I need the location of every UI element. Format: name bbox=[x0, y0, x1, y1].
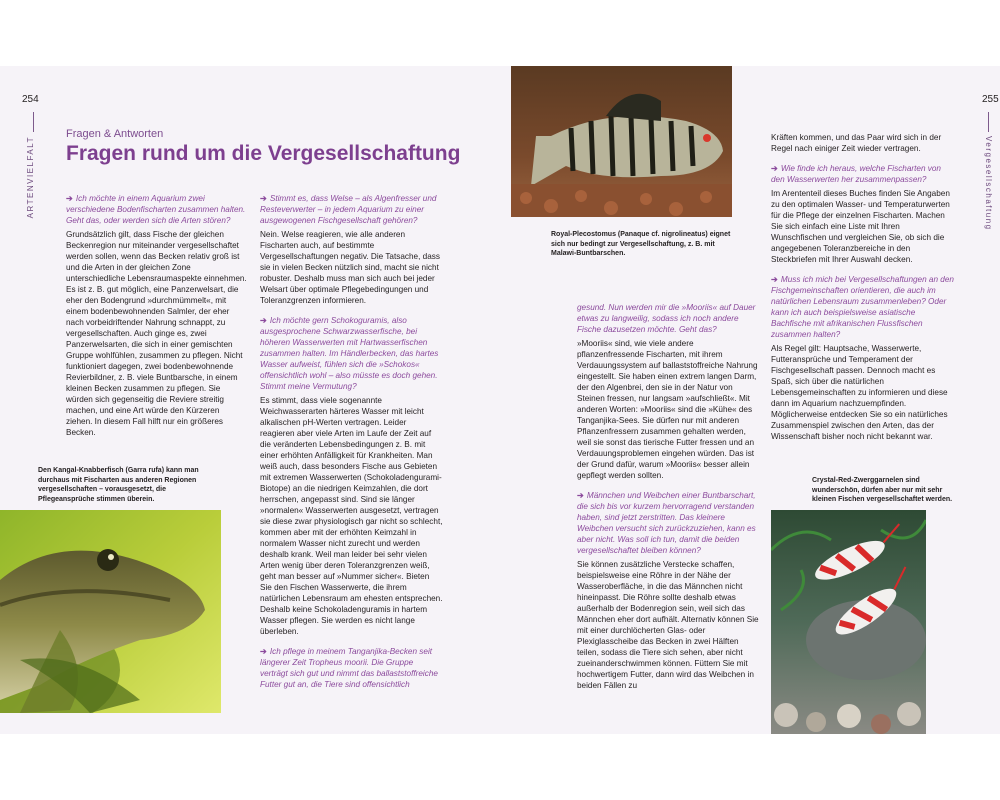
section-rule-right bbox=[988, 112, 989, 132]
arrow-icon: ➔ bbox=[260, 194, 267, 203]
answer-schokoguramis: Es stimmt, dass viele sogenannte Weichwasserarten härteres Wasser mit leicht alkalischen pH-Werten vertragen. Leider reagieren aber viele Arten im Laufe der Zeit auf die veränderten Lebensbedingungen z. B. mit einer erhöhten Anfälligkeit für Krankheiten. Man weiß auch, dass besonders Fische aus Gebieten mit extremen Wasserwerten (Schokoladengurami-Biotope) an die niedrigen Keimzahlen, die dort herrschen, angepasst sind. Sind sie länger »normalen« Wasserwerten ausgesetzt, vertragen sie diese zwar physiologisch gar nicht so schlecht, kommen aber mit der erhöhten Keimzahl in normalem Wasser nicht zurecht und werden deshalb krank. Weil man leider bei sehr vielen Arten wenig über deren Toleranzgrenzen weiß, geht man besser auf »Nummer sicher«. Bieten Sie den Fischen Wasserwerte, die ihrem natürlichen Lebensraum am ehesten entsprechen. Deshalb keine Schokoladenguramis in hartem Wasser pflegen. Sie werden es nicht lange überleben. bbox=[260, 396, 443, 636]
section-label-right: Vergesellschaftung bbox=[984, 136, 993, 231]
page-number-left: 254 bbox=[22, 94, 39, 105]
page-number-right: 255 bbox=[982, 94, 999, 105]
photo-crystal-red-shrimp bbox=[771, 510, 926, 734]
section-rule-left bbox=[33, 112, 34, 132]
answer-welse: Nein. Welse reagieren, wie alle anderen Fischarten auch, auf bestimmte Vergesellschaftungen negativ. Die Tatsache, dass sie in vielen Becken nützlich sind, macht sie nicht robuster. Deshalb muss man sich auch bei jeder Welsart über optimale Pflegebedingungen und Toleranzgrenzen informieren. bbox=[260, 230, 440, 305]
question-1: ➔ Ich möchte in einem Aquarium zwei verschiedene Bodenfischarten zusammen halten. Geht das, oder werden sich die Arten stören? bbox=[66, 194, 246, 225]
question-tropheus-cont: gesund. Nun werden mir die »Mooriis« auf Dauer etwas zu langweilig, sodass ich noch andere Fische dazusetzen möchte. Geht das? bbox=[577, 303, 756, 334]
question-schokoguramis: ➔ Ich möchte gern Schokoguramis, also ausgesprochene Schwarzwasserfische, bei höheren Wasserwerten mit Hartwasserfischen zusammen halten. Im Händlerbecken, das hartes Wasser aufweist, fühlen sich die »Schokos« offensichtlich wohl – also müsste es doch gehen. Stimmt meine Vermutung? bbox=[260, 316, 439, 391]
section-label-left: ARTENVIELFALT bbox=[26, 136, 35, 219]
kicker: Fragen & Antworten bbox=[66, 128, 164, 140]
column-1 bbox=[66, 193, 248, 447]
arrow-icon: ➔ bbox=[771, 164, 778, 173]
answer-fischgemeinschaften: Als Regel gilt: Hauptsache, Wasserwerte, Futteransprüche und Temperament der Fischgesellschaft passen. Dennoch macht es Spaß, sich über die natürlichen Lebensgemeinschaften zu informieren und diese dann im Aquarium nachzuempfinden. Möglicherweise entdecken Sie so ein natürliches Zusammenspiel zwischen den Arten, das der Wissenschaft bisher noch nicht bekannt war. bbox=[771, 344, 948, 441]
arrow-icon: ➔ bbox=[771, 275, 778, 284]
photo-garra-rufa bbox=[0, 510, 221, 713]
arrow-icon: ➔ bbox=[577, 491, 584, 500]
answer-mooriis: »Mooriis« sind, wie viele andere pflanzenfressende Fischarten, mit ihrem Verdauungssystem auf ballaststoffreiche Nahrung eingestellt. Sie haben einen extrem langen Darm, der den Algenbrei, den sie in der Natur von Steinen fressen, nur langsam »aufschließt«. Mit anderen Worten: »Mooriis« sind die »Kühe« des Tanganjika-Sees. Sie dürfen nur mit anderen Pflanzenfressern zusammen gehalten werden, weil sie sonst das tierische Futter fressen und an Verdauungsproblemen eingehen würden. Das ist der Grund dafür, warum »Mooriis« besser allein gepflegt werden sollten. bbox=[577, 339, 758, 480]
question-fischgemeinschaften: ➔ Muss ich mich bei Vergesellschaftungen an den Fischgemeinschaften orientieren, die auch im natürlichen Lebensraum zusammenleben? Oder kann ich auch beispielsweise asiatische Bachfische mit afrikanischen Flussfischen zusammen halten? bbox=[771, 275, 954, 339]
photo-royal-pleco bbox=[511, 66, 732, 217]
column-4 bbox=[771, 132, 955, 451]
question-welse: ➔ Stimmt es, dass Welse – als Algenfresser und Resteverwerter – in jedem Aquarium zu einer ausgewogenen Fischgesellschaft gehören? bbox=[260, 194, 437, 225]
question-buntbarsch: ➔ Männchen und Weibchen einer Buntbarschart, die sich bis vor kurzem hervorragend verstanden haben, sind jetzt zerstritten. Das kleinere Weibchen versucht sich zurückzuziehen, kann es aber nicht. Was soll ich tun, damit die beiden vergesellschaftet bleiben können? bbox=[577, 491, 756, 555]
arrow-icon: ➔ bbox=[260, 647, 267, 656]
column-2 bbox=[260, 193, 443, 693]
answer-1: Grundsätzlich gilt, dass Fische der gleichen Beckenregion nur miteinander vergesellschaftet werden sollen, wenn das Becken relativ groß ist und die Arten in der gleichen Zone unterschiedliche Lebensraumaspekte einnehmen. Es ist z. B. gut möglich, eine Panzerwelsart, die eher den Bodengrund »durchmümmelt«, mit einem bodenbewohnenden Salmler, der eher nach vorbeidriftender Nahrung schnappt, zu vergesellschaften. Auch ginge es, zwei Panzerwelsarten, die sich in einer gemischten Gruppe wohlfühlen, zusammen zu pflegen. Nicht funktioniert dagegen, zwei bodenbewohnende Revierbildner, z. B. viele Buntbarsche, in einem kleinen Becken zusammen zu pflegen. Sie würden sich gegenseitig die Reviere streitig machen, und eine Art würde den Kürzeren ziehen. In diesem Fall hilft nur ein größeres Becken. bbox=[66, 230, 247, 437]
question-tropheus: ➔ Ich pflege in meinem Tanganjika-Becken seit längerer Zeit Tropheus moorii. Die Gruppe verträgt sich gut und nimmt das ballaststoffreiche Futter gut an, die Tiere sind offensichtlich bbox=[260, 647, 438, 689]
caption-shrimp: Crystal-Red-Zwerggarnelen sind wunderschön, dürfen aber nur mit sehr kleinen Fischen vergesellschaftet werden. bbox=[812, 477, 953, 503]
answer-buntbarsch: Sie können zusätzliche Verstecke schaffen, beispielsweise eine Röhre in der Nähe der Wasseroberfläche, in die das Männchen nicht hineinpasst. Die Röhre sollte deshalb etwas außerhalb der Bodenregion sein, weil sich das Männchen eher dort aufhält. Alternativ können Sie mit einer durchlöcherten Glas- oder Plexiglasscheibe das Becken in zwei Hälften teilen, sodass die Tiere sich sehen, aber nicht zueinanderschwimmen können. Füttern Sie mit hochwertigem Futter, dann wird das Weibchen in beiden Fällen zu bbox=[577, 560, 759, 690]
arrow-icon: ➔ bbox=[66, 194, 73, 203]
answer-wasserwerte: Im Arententeil dieses Buches finden Sie Angaben zu den optimalen Wasser- und Temperaturwerten für die Pflege der einzelnen Fischarten. Machen Sie sich einfach eine Liste mit Ihren Wunschfischen und vergleichen Sie, ob sich die angegebenen Toleranzbereiche in den Steckbriefen mit Ihrer Auswahl decken. bbox=[771, 189, 950, 264]
column-3 bbox=[577, 302, 760, 700]
answer-buntbarsch-cont: Kräften kommen, und das Paar wird sich in der Regel nach einiger Zeit wieder vertragen. bbox=[771, 133, 942, 153]
arrow-icon: ➔ bbox=[260, 316, 267, 325]
question-wasserwerte: ➔ Wie finde ich heraus, welche Fischarten von den Wasserwerten her zusammenpassen? bbox=[771, 164, 941, 184]
caption-garra: Den Kangal-Knabberfisch (Garra rufa) kann man durchaus mit Fischarten aus anderen Regionen vergesellschaften – vorausgesetzt, die Pflegeansprüche stimmen überein. bbox=[38, 467, 199, 503]
page-title: Fragen rund um die Vergesellschaftung bbox=[66, 142, 461, 165]
caption-pleco: Royal-Plecostomus (Panaque cf. nigrolineatus) eignet sich nur bedingt zur Vergesellschaftung, z. B. mit Malawi-Buntbarschen. bbox=[551, 231, 731, 257]
